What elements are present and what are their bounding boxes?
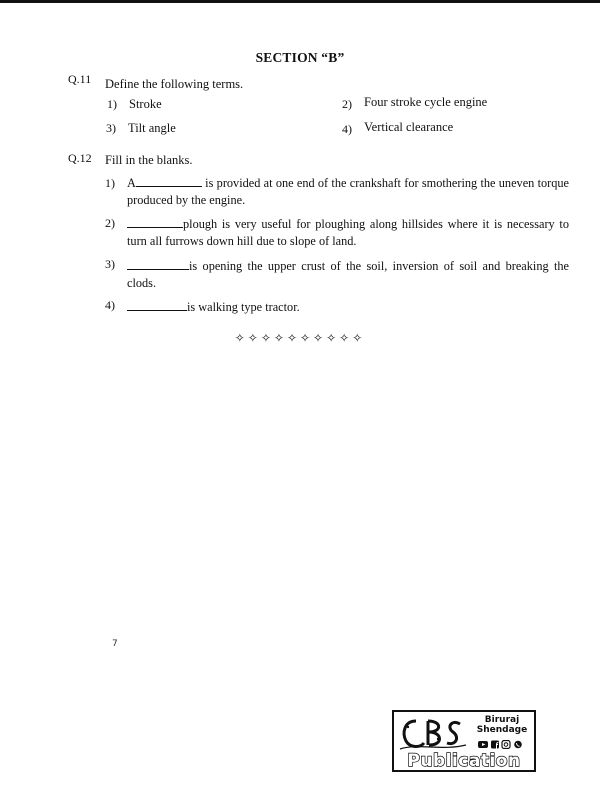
answer-blank xyxy=(127,300,187,311)
publisher-name-line1: Biruraj xyxy=(484,715,520,725)
end-of-section-divider: ✧✧✧✧✧✧✧✧✧✧ xyxy=(234,331,366,345)
q11-item-number: 3) xyxy=(106,121,116,135)
instagram-icon xyxy=(502,741,510,749)
brs-monogram-icon xyxy=(398,715,468,751)
q12-blank-item-2 xyxy=(127,216,569,250)
q12-item-number: 2) xyxy=(105,216,115,230)
q12-blank-item-4 xyxy=(127,299,569,316)
facebook-icon xyxy=(491,741,499,749)
q12-blank-item-1 xyxy=(127,175,569,209)
q12-item-number: 3) xyxy=(105,257,115,271)
answer-blank xyxy=(136,176,202,187)
publisher-name-line2: Shendage xyxy=(476,724,528,735)
q11-term-stroke: Stroke xyxy=(129,97,162,111)
q11-item-number: 4) xyxy=(342,122,352,136)
publisher-logo xyxy=(392,710,536,772)
blank-statement: is provided at one end of the crankshaft for smothering the uneven torque produced by the engine. xyxy=(127,176,569,207)
question-number-q12: Q.12 xyxy=(68,151,92,165)
social-icons-strip xyxy=(478,740,528,749)
blank-prefix: A xyxy=(127,176,136,190)
youtube-icon xyxy=(478,741,488,748)
q11-term-tilt-angle: Tilt angle xyxy=(128,121,176,135)
answer-blank xyxy=(127,217,183,228)
publication-wordmark: Publication xyxy=(407,751,521,771)
q11-item-number: 2) xyxy=(342,97,352,111)
blank-statement: plough is very useful for ploughing along hillsides where it is necessary to turn all furrows down hill due to slope of land. xyxy=(127,217,569,248)
publisher-name xyxy=(470,716,534,735)
q12-item-number: 1) xyxy=(105,176,115,190)
question-prompt-q12: Fill in the blanks. xyxy=(105,153,193,167)
whatsapp-icon xyxy=(514,741,522,749)
q11-term-vertical-clearance: Vertical clearance xyxy=(364,120,454,134)
q12-blank-item-3 xyxy=(127,258,569,292)
top-border-rule xyxy=(0,0,600,3)
q11-term-four-stroke: Four stroke cycle engine xyxy=(364,95,488,109)
stray-mark: 7 xyxy=(112,639,118,649)
q11-item-number: 1) xyxy=(107,97,117,111)
section-title: SECTION “B” xyxy=(255,50,345,65)
question-prompt-q11: Define the following terms. xyxy=(105,77,244,91)
answer-blank xyxy=(127,259,189,270)
blank-statement: is walking type tractor. xyxy=(187,300,300,314)
q12-item-number: 4) xyxy=(105,298,115,312)
blank-statement: is opening the upper crust of the soil, inversion of soil and breaking the clods. xyxy=(127,259,569,290)
question-number-q11: Q.11 xyxy=(68,72,92,86)
